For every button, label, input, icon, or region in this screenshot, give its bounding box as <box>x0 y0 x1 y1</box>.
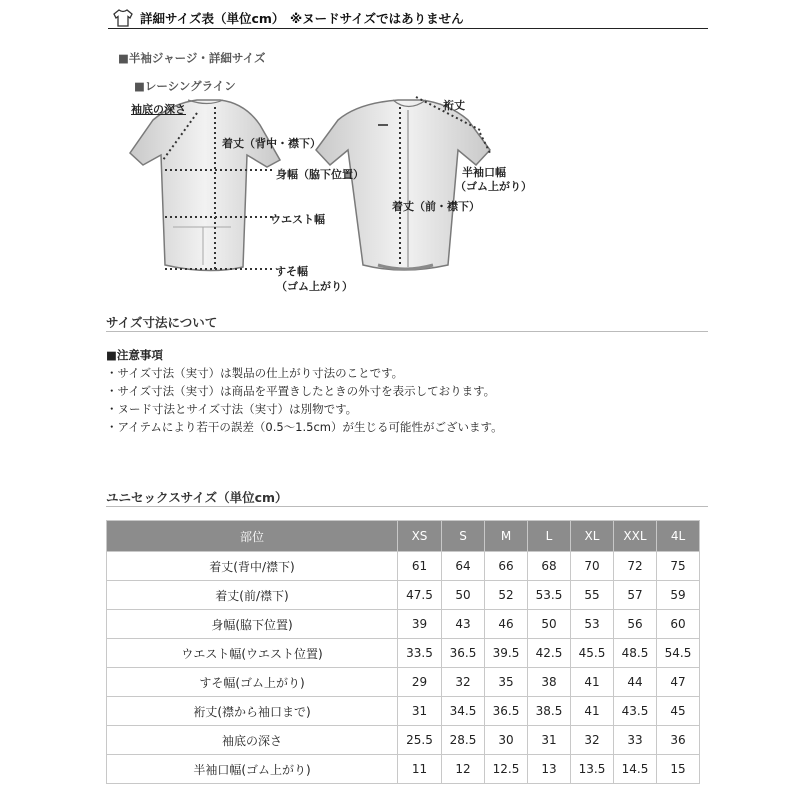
part-column-header: 部位 <box>107 521 398 552</box>
size-value-cell: 50 <box>442 581 485 610</box>
table-row <box>107 755 700 784</box>
not-nude-size-note: ※ヌードサイズではありません <box>290 11 464 26</box>
size-value-cell: 32 <box>571 726 614 755</box>
size-value-cell: 34.5 <box>442 697 485 726</box>
note-line: ・サイズ寸法（実寸）は製品の仕上がり寸法のことです。 <box>106 366 404 380</box>
size-value-cell: 68 <box>528 552 571 581</box>
size-value-cell: 46 <box>485 610 528 639</box>
size-table-title: ユニセックスサイズ（単位cm） <box>106 490 288 505</box>
size-column-header: XXL <box>614 521 657 552</box>
page-title: 詳細サイズ表（単位cm） <box>140 11 285 26</box>
table-row <box>107 552 700 581</box>
size-value-cell: 32 <box>442 668 485 697</box>
size-value-cell: 31 <box>398 697 442 726</box>
size-value-cell: 33.5 <box>398 639 442 668</box>
back-length-label: 着丈（背中・襟下） <box>222 137 321 150</box>
size-value-cell: 36.5 <box>442 639 485 668</box>
size-value-cell: 47.5 <box>398 581 442 610</box>
size-value-cell: 38 <box>528 668 571 697</box>
size-value-cell: 39 <box>398 610 442 639</box>
size-value-cell: 39.5 <box>485 639 528 668</box>
size-value-cell: 57 <box>614 581 657 610</box>
size-value-cell: 25.5 <box>398 726 442 755</box>
chest-width-label: 身幅（脇下位置） <box>276 168 364 181</box>
size-value-cell: 53 <box>571 610 614 639</box>
header-divider <box>108 28 708 29</box>
size-value-cell: 61 <box>398 552 442 581</box>
size-value-cell: 13.5 <box>571 755 614 784</box>
size-value-cell: 41 <box>571 668 614 697</box>
size-value-cell: 35 <box>485 668 528 697</box>
size-value-cell: 12 <box>442 755 485 784</box>
size-value-cell: 15 <box>657 755 700 784</box>
hem-width-label: すそ幅 <box>275 265 308 278</box>
table-row <box>107 726 700 755</box>
diagram-section-label: ■半袖ジャージ・詳細サイズ <box>118 51 266 65</box>
note-line: ・アイテムにより若干の誤差（0.5〜1.5cm）が生じる可能性がございます。 <box>106 420 503 434</box>
size-column-header: XS <box>398 521 442 552</box>
armhole-depth-label: 袖底の深さ <box>131 103 186 116</box>
table-row <box>107 668 700 697</box>
table-row <box>107 639 700 668</box>
size-value-cell: 59 <box>657 581 700 610</box>
row-label-cell: すそ幅(ゴム上がり) <box>107 668 398 697</box>
size-value-cell: 43 <box>442 610 485 639</box>
size-column-header: L <box>528 521 571 552</box>
row-label-cell: ウエスト幅(ウエスト位置) <box>107 639 398 668</box>
size-column-header: M <box>485 521 528 552</box>
table-row <box>107 697 700 726</box>
size-value-cell: 45.5 <box>571 639 614 668</box>
size-column-header: XL <box>571 521 614 552</box>
size-value-cell: 45 <box>657 697 700 726</box>
size-value-cell: 55 <box>571 581 614 610</box>
row-label-cell: 裄丈(襟から袖口まで) <box>107 697 398 726</box>
table-row <box>107 581 700 610</box>
hem-width-sub-label: （ゴム上がり） <box>276 280 353 293</box>
size-value-cell: 54.5 <box>657 639 700 668</box>
about-sizes-divider <box>106 331 708 332</box>
size-value-cell: 12.5 <box>485 755 528 784</box>
row-label-cell: 袖底の深さ <box>107 726 398 755</box>
size-value-cell: 64 <box>442 552 485 581</box>
waist-width-label: ウエスト幅 <box>270 213 325 226</box>
size-value-cell: 13 <box>528 755 571 784</box>
note-line: ・ヌード寸法とサイズ寸法（実寸）は別物です。 <box>106 402 358 416</box>
size-value-cell: 48.5 <box>614 639 657 668</box>
size-value-cell: 44 <box>614 668 657 697</box>
size-column-header: 4L <box>657 521 700 552</box>
row-label-cell: 身幅(脇下位置) <box>107 610 398 639</box>
shirt-icon <box>112 8 134 28</box>
size-value-cell: 56 <box>614 610 657 639</box>
size-value-cell: 14.5 <box>614 755 657 784</box>
size-value-cell: 36 <box>657 726 700 755</box>
size-table <box>106 520 700 784</box>
row-label-cell: 着丈(前/襟下) <box>107 581 398 610</box>
cuff-width-sub-label: （ゴム上がり） <box>455 180 532 193</box>
size-value-cell: 52 <box>485 581 528 610</box>
jersey-back-view <box>130 100 280 271</box>
size-value-cell: 41 <box>571 697 614 726</box>
size-value-cell: 31 <box>528 726 571 755</box>
about-sizes-title: サイズ寸法について <box>106 315 218 330</box>
size-value-cell: 36.5 <box>485 697 528 726</box>
size-value-cell: 75 <box>657 552 700 581</box>
size-value-cell: 70 <box>571 552 614 581</box>
size-value-cell: 53.5 <box>528 581 571 610</box>
notes-heading: ■注意事項 <box>106 348 163 362</box>
note-line: ・サイズ寸法（実寸）は商品を平置きしたときの外寸を表示しております。 <box>106 384 496 398</box>
size-value-cell: 72 <box>614 552 657 581</box>
size-value-cell: 47 <box>657 668 700 697</box>
size-value-cell: 60 <box>657 610 700 639</box>
table-row <box>107 610 700 639</box>
size-value-cell: 29 <box>398 668 442 697</box>
racing-line-label: ■レーシングライン <box>134 79 236 93</box>
sleeve-length-label: 裄丈 <box>443 99 465 112</box>
table-header-row <box>107 521 700 552</box>
row-label-cell: 着丈(背中/襟下) <box>107 552 398 581</box>
size-value-cell: 30 <box>485 726 528 755</box>
size-value-cell: 42.5 <box>528 639 571 668</box>
size-value-cell: 43.5 <box>614 697 657 726</box>
front-length-label: 着丈（前・襟下） <box>392 200 480 213</box>
size-value-cell: 66 <box>485 552 528 581</box>
size-value-cell: 11 <box>398 755 442 784</box>
row-label-cell: 半袖口幅(ゴム上がり) <box>107 755 398 784</box>
cuff-width-label: 半袖口幅 <box>462 166 506 179</box>
size-value-cell: 38.5 <box>528 697 571 726</box>
size-value-cell: 50 <box>528 610 571 639</box>
size-value-cell: 28.5 <box>442 726 485 755</box>
size-value-cell: 33 <box>614 726 657 755</box>
size-column-header: S <box>442 521 485 552</box>
size-table-divider <box>106 506 708 507</box>
